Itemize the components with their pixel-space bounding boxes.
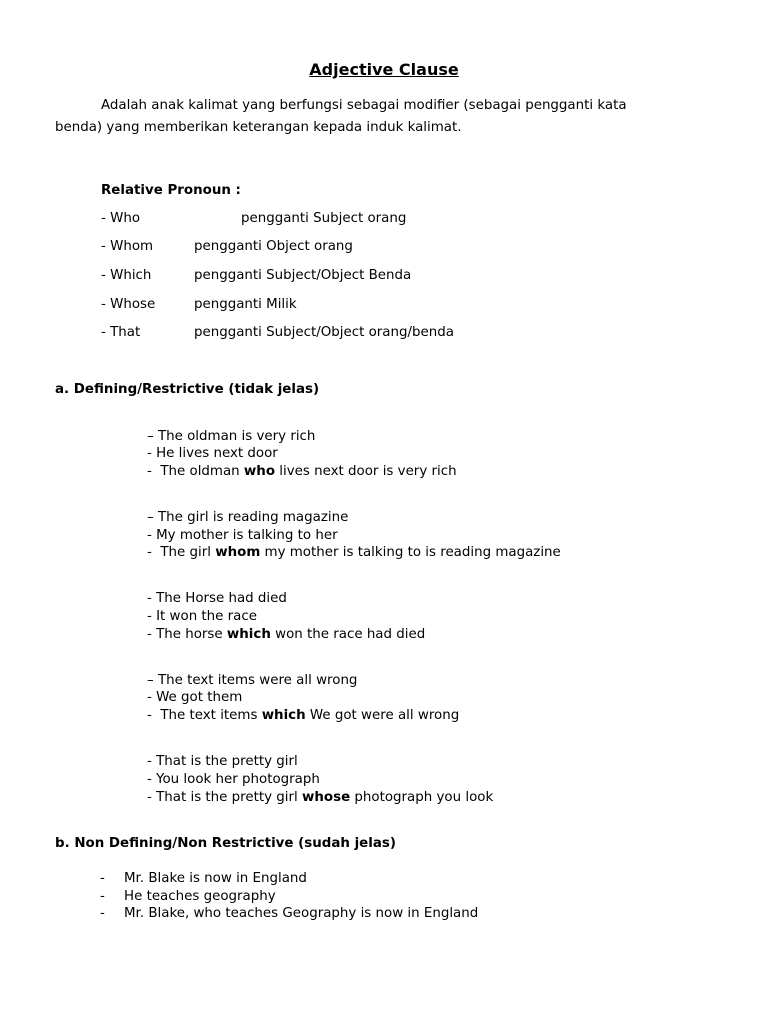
example-combined-line xyxy=(147,544,561,562)
bullet-dash: - xyxy=(100,906,105,921)
bullet-text: He teaches geography xyxy=(124,889,276,904)
relative-pronoun-highlight: who xyxy=(243,464,276,479)
example-text: - The girl xyxy=(147,545,216,560)
example-combined-line xyxy=(147,789,493,807)
section-a-heading: a. Defining/Restrictive (tidak jelas) xyxy=(55,382,320,397)
bullet-dash: - xyxy=(100,889,105,904)
relative-pronoun-highlight: whose xyxy=(302,790,351,805)
intro-line-1: Adalah anak kalimat yang berfungsi sebagai modifier (sebagai pengganti kata xyxy=(101,98,627,113)
pronoun-who: - Who xyxy=(101,211,141,226)
example-text: - The horse xyxy=(147,627,227,642)
relative-pronoun-highlight: which xyxy=(226,627,271,642)
relative-pronoun-highlight: whom xyxy=(215,545,261,560)
pronoun-which: - Which xyxy=(101,268,152,283)
example-line: - We got them xyxy=(147,690,243,705)
example-text: - That is the pretty girl xyxy=(147,790,302,805)
example-line: - You look her photograph xyxy=(147,772,320,787)
bullet-text: Mr. Blake is now in England xyxy=(124,871,307,886)
pronoun-which-meaning: pengganti Subject/Object Benda xyxy=(194,268,412,283)
pronoun-that-meaning: pengganti Subject/Object orang/benda xyxy=(194,325,454,340)
pronoun-whom: - Whom xyxy=(101,239,154,254)
example-text: won the race had died xyxy=(270,627,426,642)
pronoun-that: - That xyxy=(101,325,141,340)
example-line: - It won the race xyxy=(147,609,257,624)
example-line: – The text items were all wrong xyxy=(147,673,358,688)
example-line: – The oldman is very rich xyxy=(147,429,316,444)
relative-pronoun-highlight: which xyxy=(261,708,306,723)
example-text: - The text items xyxy=(147,708,262,723)
example-line: – The girl is reading magazine xyxy=(147,510,349,525)
example-line: - That is the pretty girl xyxy=(147,754,298,769)
example-text: We got were all wrong xyxy=(305,708,460,723)
example-text: - The oldman xyxy=(147,464,244,479)
intro-line-2: benda) yang memberikan keterangan kepada induk kalimat. xyxy=(55,120,462,135)
bullet-dash: - xyxy=(100,871,105,886)
example-combined-line xyxy=(147,463,457,481)
example-line: - My mother is talking to her xyxy=(147,528,338,543)
pronoun-whose-meaning: pengganti Milik xyxy=(194,297,297,312)
pronoun-who-meaning: pengganti Subject orang xyxy=(241,211,407,226)
example-line: - The Horse had died xyxy=(147,591,287,606)
example-text: photograph you look xyxy=(350,790,494,805)
example-combined-line xyxy=(147,707,459,725)
example-line: - He lives next door xyxy=(147,446,278,461)
section-b-heading: b. Non Defining/Non Restrictive (sudah jelas) xyxy=(55,836,396,851)
bullet-text: Mr. Blake, who teaches Geography is now in England xyxy=(124,906,479,921)
pronoun-whom-meaning: pengganti Object orang xyxy=(194,239,353,254)
relative-pronoun-heading: Relative Pronoun : xyxy=(101,183,241,198)
example-text: lives next door is very rich xyxy=(275,464,457,479)
example-text: my mother is talking to is reading magazine xyxy=(260,545,561,560)
example-combined-line xyxy=(147,626,425,644)
pronoun-whose: - Whose xyxy=(101,297,156,312)
page-title: Adjective Clause xyxy=(309,60,459,79)
